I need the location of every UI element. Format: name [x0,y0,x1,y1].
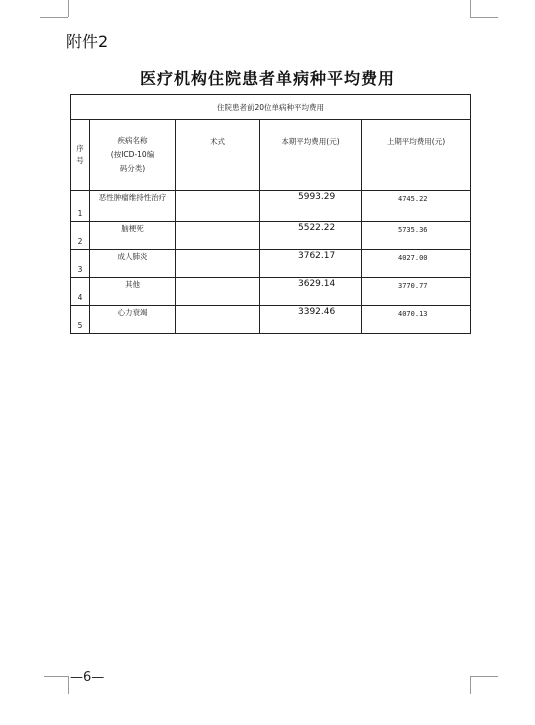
crop-mark [68,676,69,694]
table-row [71,278,471,306]
row-disease: 心力衰竭 [90,306,176,334]
header-seq [71,120,90,191]
page-number: —6— [70,670,105,685]
crop-mark [470,0,471,17]
row-disease: 脑梗死 [90,222,176,250]
table-row [71,306,471,334]
row-seq: 4 [71,278,90,306]
row-disease: 恶性肿瘤维持性治疗 [90,191,176,222]
header-surgery: 术式 [176,120,260,191]
crop-mark [44,676,68,677]
row-current-avg: 3392.46 [260,306,362,334]
row-previous-avg: 4070.13 [362,306,471,334]
row-current-avg: 5522.22 [260,222,362,250]
row-previous-avg: 5735.36 [362,222,471,250]
row-disease: 其他 [90,278,176,306]
crop-mark [470,676,498,677]
row-surgery [176,306,260,334]
header-seq-line1: 序 [76,144,84,153]
row-current-avg: 5993.29 [260,191,362,222]
header-name-line1: 疾病名称 [117,136,148,145]
row-previous-avg: 4745.22 [362,191,471,222]
page-title: 医疗机构住院患者单病种平均费用 [139,69,395,88]
crop-mark [68,0,69,17]
table-header-row [71,120,471,191]
row-disease: 成人肺炎 [90,250,176,278]
row-previous-avg: 4027.00 [362,250,471,278]
crop-mark [40,17,68,18]
row-previous-avg: 3770.77 [362,278,471,306]
row-surgery [176,191,260,222]
row-seq: 5 [71,306,90,334]
table-row [71,222,471,250]
header-name-line3: 码分类) [119,164,146,173]
table-row [71,250,471,278]
row-surgery [176,222,260,250]
attachment-label: 附件2 [66,32,109,51]
crop-mark [470,676,471,694]
row-current-avg: 3629.14 [260,278,362,306]
row-seq: 2 [71,222,90,250]
row-current-avg: 3762.17 [260,250,362,278]
row-surgery [176,250,260,278]
row-seq: 3 [71,250,90,278]
row-seq: 1 [71,191,90,222]
header-current-avg: 本期平均费用(元) [260,120,362,191]
header-disease-name [90,120,176,191]
table-row [71,191,471,222]
header-previous-avg: 上期平均费用(元) [362,120,471,191]
header-seq-line2: 号 [76,156,84,165]
row-surgery [176,278,260,306]
fee-table [70,94,471,334]
crop-mark [470,17,498,18]
header-name-line2: (按ICD-10编 [110,150,155,159]
table-caption: 住院患者前20位单病种平均费用 [71,95,471,120]
